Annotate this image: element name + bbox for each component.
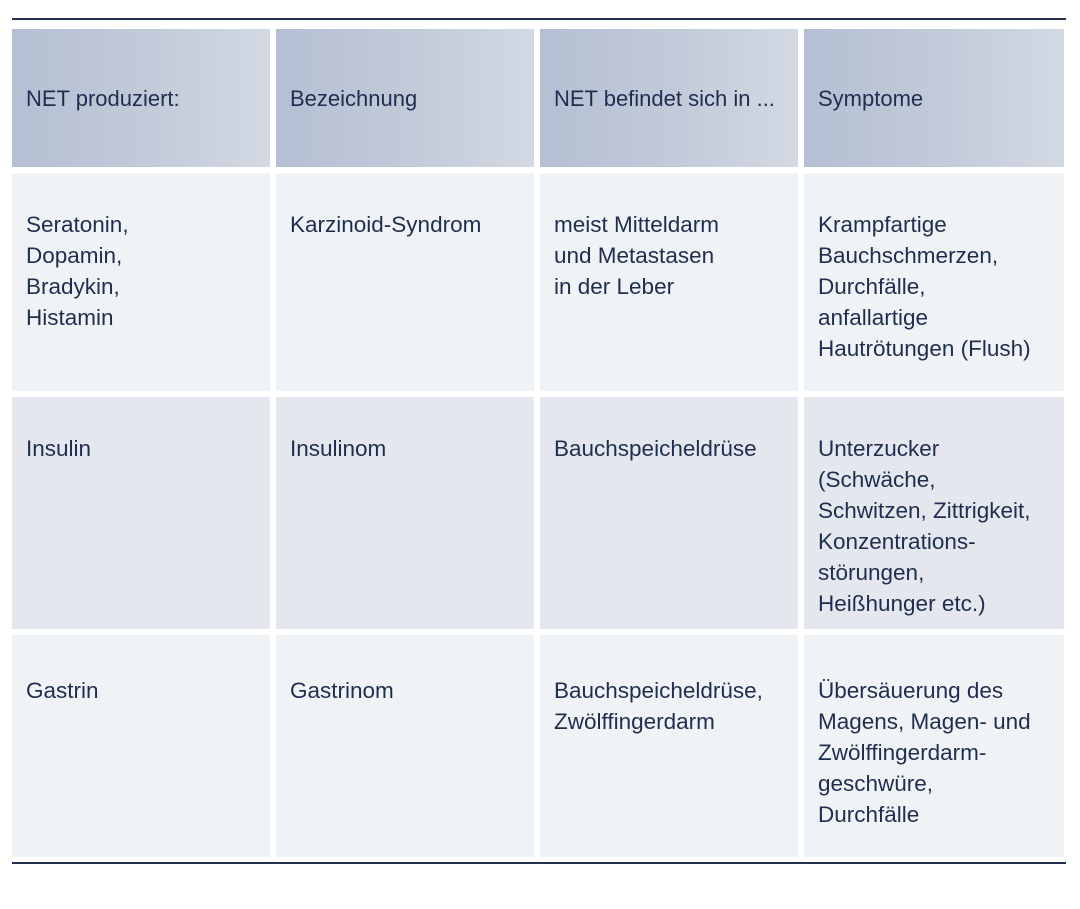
- cell-line: und Metastasen: [554, 243, 715, 268]
- header-symptome: [804, 29, 1064, 167]
- cell-produziert: [12, 397, 270, 629]
- cell-line: Unterzucker: [818, 436, 940, 461]
- cell-line: Gastrin: [26, 678, 99, 703]
- cell-line: Bauchschmerzen,: [818, 243, 999, 268]
- cell-line: meist Mitteldarm: [554, 212, 720, 237]
- bottom-rule: [12, 862, 1066, 864]
- net-table: [12, 29, 1066, 857]
- header-produziert: [12, 29, 270, 167]
- cell-symptome: [804, 173, 1064, 391]
- header-label: NET befindet sich in ...: [554, 85, 775, 111]
- cell-line: Histamin: [26, 305, 114, 330]
- cell-line: Insulin: [26, 436, 92, 461]
- cell-line: Bauchspeicheldrüse,: [554, 678, 763, 703]
- cell-line: (Schwäche,: [818, 467, 936, 492]
- cell-line: Karzinoid-Syndrom: [290, 212, 482, 237]
- cell-line: Seratonin,: [26, 212, 129, 237]
- cell-line: Durchfälle: [818, 802, 920, 827]
- cell-symptome: [804, 397, 1064, 629]
- cell-produziert: [12, 173, 270, 391]
- cell-bezeichnung: [276, 635, 534, 857]
- cell-line: Heißhunger etc.): [818, 591, 986, 616]
- cell-line: Krampfartige: [818, 212, 947, 237]
- cell-line: in der Leber: [554, 274, 675, 299]
- cell-produziert: [12, 635, 270, 857]
- header-label: NET produziert:: [26, 85, 180, 111]
- cell-line: Dopamin,: [26, 243, 123, 268]
- top-rule: [12, 18, 1066, 20]
- header-label: Bezeichnung: [290, 85, 418, 111]
- cell-bezeichnung: [276, 397, 534, 629]
- cell-bezeichnung: [276, 173, 534, 391]
- cell-befindet: [540, 397, 798, 629]
- cell-line: Magens, Magen- und: [818, 709, 1031, 734]
- cell-line: Schwitzen, Zittrigkeit,: [818, 498, 1031, 523]
- cell-line: Bauchspeicheldrüse: [554, 436, 757, 461]
- header-befindet: [540, 29, 798, 167]
- header-bezeichnung: [276, 29, 534, 167]
- cell-befindet: [540, 635, 798, 857]
- cell-line: Durchfälle,: [818, 274, 926, 299]
- cell-line: geschwüre,: [818, 771, 934, 796]
- cell-line: Übersäuerung des: [818, 678, 1004, 703]
- cell-line: Konzentrations-: [818, 529, 976, 554]
- cell-line: störungen,: [818, 560, 925, 585]
- cell-line: Insulinom: [290, 436, 387, 461]
- cell-line: Gastrinom: [290, 678, 394, 703]
- header-label: Symptome: [818, 85, 924, 111]
- cell-line: Zwölffingerdarm: [554, 709, 715, 734]
- cell-symptome: [804, 635, 1064, 857]
- cell-befindet: [540, 173, 798, 391]
- cell-line: anfallartige: [818, 305, 929, 330]
- cell-line: Hautrötungen (Flush): [818, 336, 1031, 361]
- cell-line: Zwölffingerdarm-: [818, 740, 987, 765]
- cell-line: Bradykin,: [26, 274, 120, 299]
